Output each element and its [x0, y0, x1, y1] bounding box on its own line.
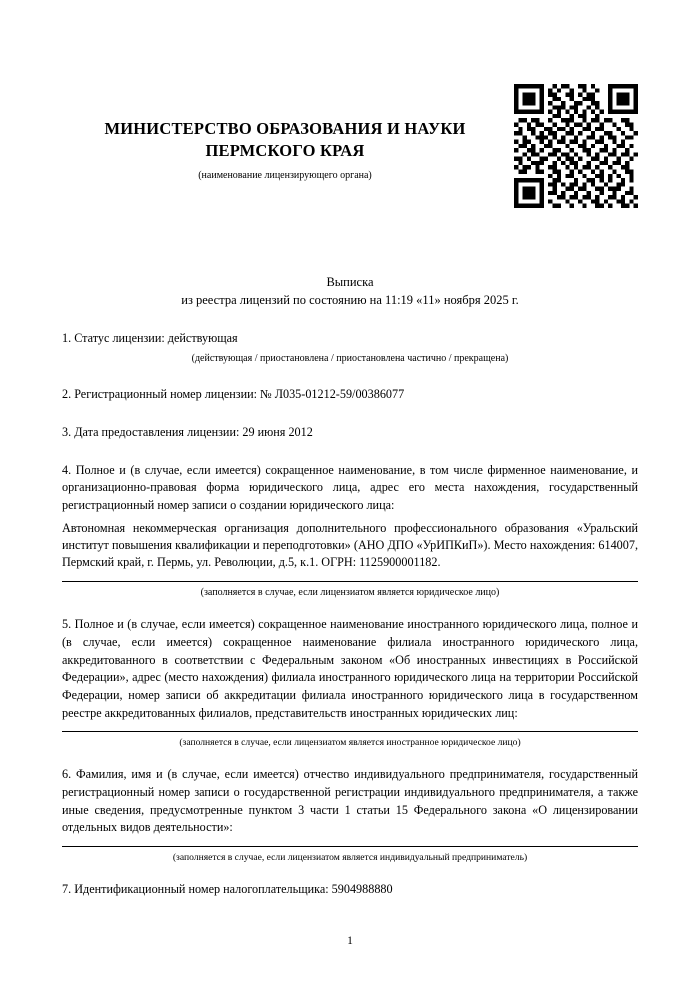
clause-4-divider	[62, 581, 638, 582]
title-line-1: МИНИСТЕРСТВО ОБРАЗОВАНИЯ И НАУКИ	[104, 119, 466, 138]
clause-4	[62, 462, 638, 601]
clause-5	[62, 616, 638, 750]
clause-5-divider	[62, 731, 638, 732]
clause-6-note: (заполняется в случае, если лицензиатом является индивидуальный предприниматель)	[172, 851, 528, 863]
clause-4-note: (заполняется в случае, если лицензиатом является юридическое лицо)	[200, 586, 500, 598]
header-subtitle: (наименование лицензирующего органа)	[198, 169, 372, 181]
clause-6-text: 6. Фамилия, имя и (в случае, если имеется) отчество индивидуального предпринимателя, государственный регистрационный номер записи о государственной регистрации индивидуального предпринимателя, а также иные сведения, предусмотренные пунктом 3 части 1 статьи 15 Федерального закона «О лицензировании отдельных видов деятельности»:	[62, 767, 638, 835]
doc-title-line-1: Выписка	[326, 274, 374, 289]
page-number: 1	[347, 935, 353, 947]
qr-code-icon	[514, 84, 638, 208]
clause-1	[62, 330, 638, 366]
title-line-2: ПЕРМСКОГО КРАЯ	[205, 141, 365, 161]
clause-3-text: 3. Дата предоставления лицензии: 29 июня 2012	[62, 424, 313, 439]
clause-6-divider	[62, 846, 638, 847]
clause-7-text: 7. Идентификационный номер налогоплательщика: 5904988880	[62, 881, 393, 896]
clause-6	[62, 766, 638, 865]
clause-2-text: 2. Регистрационный номер лицензии: № Л035-01212-59/00386077	[62, 387, 405, 402]
doc-title-line-2: из реестра лицензий по состоянию на 11:19 «11» ноября 2025 г.	[181, 293, 519, 308]
document-subject	[62, 273, 638, 311]
clause-1-note: (действующая / приостановлена / приостановлена частично / прекращена)	[191, 352, 509, 364]
clause-7	[62, 881, 638, 899]
clause-4-value: Автономная некоммерческая организация дополнительного профессионального образования «Уральский институт повышения квалификации и переподготовки» (АНО ДПО «УрИПКиП»). Место нахождения: 614007, Пермский край, г. Пермь, ул. Революции, д.5, к.1. ОГРН: 1125900001182.	[62, 520, 638, 570]
clause-5-note: (заполняется в случае, если лицензиатом является иностранное юридическое лицо)	[179, 737, 521, 749]
clause-4-text: 4. Полное и (в случае, если имеется) сокращенное наименование, в том числе фирменное наименование, и организационно-правовая форма юридического лица, адрес его места нахождения, государственный регистрационный номер записи о создании юридического лица:	[62, 462, 638, 512]
clause-3	[62, 424, 638, 442]
clause-5-text: 5. Полное и (в случае, если имеется) сокращенное наименование иностранного юридического лица, полное и (в случае, если имеется) сокращенное наименование филиала иностранного юридического лица, аккредитованного в соответствии с Федеральным законом «Об иностранных инвестициях в Российской Федерации», адрес (место нахождения) филиала иностранного юридического лица на территории Российской Федерации, номер записи об аккредитации филиала иностранного юридического лица в государственном реестре аккредитованных филиалов, представительств иностранных юридических лиц:	[62, 617, 638, 720]
clause-1-text: 1. Статус лицензии: действующая	[62, 331, 238, 346]
clause-2	[62, 386, 638, 404]
